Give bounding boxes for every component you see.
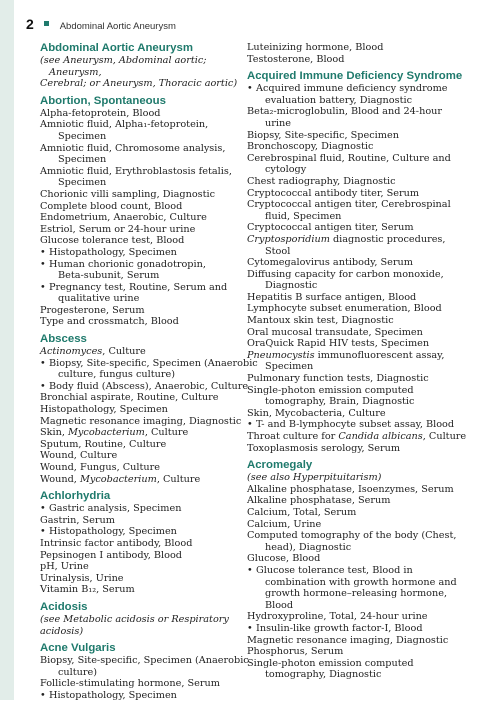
section-heading: Acne Vulgaris bbox=[40, 642, 116, 655]
bullet-icon: • bbox=[247, 83, 253, 95]
entry-continuation bbox=[247, 600, 469, 612]
list-entry: Hydroxyproline, Total, 24-hour urine bbox=[247, 611, 428, 623]
list-entry: Alpha-fetoprotein, Blood bbox=[40, 107, 161, 119]
cross-reference-note: Cerebral; or Aneurysm, Thoracic aortic) bbox=[40, 78, 238, 90]
list-entry: Chest radiography, Diagnostic bbox=[247, 175, 396, 187]
list-entry: pH, Urine bbox=[40, 561, 89, 573]
bullet-icon: • bbox=[247, 564, 253, 576]
entry-text: Gastric analysis, Specimen bbox=[49, 503, 182, 515]
list-entry: Beta₂-microglobulin, Blood and 24-hour bbox=[247, 106, 443, 118]
list-entry: Amniotic fluid, Erythroblastosis fetalis, bbox=[40, 165, 232, 177]
list-entry bbox=[40, 474, 246, 486]
entry-continuation bbox=[40, 131, 246, 143]
organism-name: Mycobacterium bbox=[68, 427, 145, 439]
bullet-icon: • bbox=[40, 258, 46, 270]
entry-text: fluid, Specimen bbox=[265, 210, 342, 222]
list-entry: Intrinsic factor antibody, Blood bbox=[40, 537, 193, 549]
list-entry: Cryptococcal antibody titer, Serum bbox=[247, 187, 420, 199]
entry-text: , Culture bbox=[144, 427, 189, 439]
entry-text: tomography, Diagnostic bbox=[265, 669, 382, 681]
list-entry: Cytomegalovirus antibody, Serum bbox=[247, 257, 413, 269]
entry-text: diagnostic procedures, bbox=[329, 233, 446, 245]
section-heading: Abortion, Spontaneous bbox=[40, 94, 166, 107]
list-entry: Estriol, Serum or 24-hour urine bbox=[40, 223, 196, 235]
list-entry: Magnetic resonance imaging, Diagnostic bbox=[40, 415, 242, 427]
list-entry: Diffusing capacity for carbon monoxide, bbox=[247, 268, 444, 280]
entry-continuation bbox=[247, 588, 469, 600]
list-entry: Cryptococcal antigen titer, Cerebrospinal bbox=[247, 199, 451, 211]
bullet-icon: • bbox=[40, 246, 46, 258]
bullet-icon: • bbox=[40, 357, 46, 369]
header-square-icon bbox=[44, 21, 49, 26]
list-entry: Toxoplasmosis serology, Serum bbox=[247, 442, 401, 454]
list-entry: Progesterone, Serum bbox=[40, 304, 145, 316]
list-entry: Single-photon emission computed bbox=[247, 657, 414, 669]
section-heading: Acidosis bbox=[40, 600, 88, 613]
list-entry bbox=[247, 234, 469, 246]
entry-continuation bbox=[247, 361, 469, 373]
bullet-icon: • bbox=[247, 622, 253, 634]
entry-text: Skin, bbox=[40, 427, 69, 439]
bulleted-entry bbox=[40, 357, 258, 370]
list-entry: Skin, Mycobacteria, Culture bbox=[247, 407, 386, 419]
entry-text: Histopathology, Specimen bbox=[49, 689, 177, 701]
list-entry: Bronchoscopy, Diagnostic bbox=[247, 141, 374, 153]
entry-continuation bbox=[247, 396, 469, 408]
entry-continuation bbox=[247, 542, 469, 554]
entry-text: Throat culture for bbox=[247, 431, 339, 442]
page-number: 2 bbox=[26, 16, 34, 32]
entry-text: , Culture bbox=[156, 473, 201, 485]
entry-text: Specimen bbox=[58, 154, 107, 166]
list-entry: Glucose, Blood bbox=[247, 553, 321, 565]
entry-text: Human chorionic gonadotropin, bbox=[49, 258, 206, 270]
bullet-icon: • bbox=[247, 419, 253, 431]
entry-text: Body fluid (Abscess), Anaerobic, Culture bbox=[49, 380, 249, 392]
entry-text: Acquired immune deficiency syndrome bbox=[256, 83, 448, 95]
section-heading: Acquired Immune Deficiency Syndrome bbox=[247, 70, 463, 83]
entry-text: evaluation battery, Diagnostic bbox=[265, 94, 413, 106]
cross-reference-note: acidosis) bbox=[40, 625, 84, 637]
list-entry: Amniotic fluid, Alpha₁-fetoprotein, bbox=[40, 119, 209, 131]
bulleted-entry bbox=[247, 623, 469, 635]
entry-text: culture) bbox=[58, 666, 98, 678]
entry-continuation bbox=[40, 154, 246, 166]
entry-text: Insulin-like growth factor-I, Blood bbox=[256, 622, 423, 634]
list-entry: Histopathology, Specimen bbox=[40, 404, 168, 416]
bulleted-entry bbox=[40, 282, 246, 294]
bullet-icon: • bbox=[40, 503, 46, 515]
entry-continuation bbox=[247, 164, 469, 176]
list-entry: Hepatitis B surface antigen, Blood bbox=[247, 291, 417, 303]
bullet-icon: • bbox=[40, 380, 46, 392]
entry-continuation bbox=[247, 118, 469, 130]
list-entry bbox=[247, 431, 469, 443]
entry-text: Stool bbox=[265, 245, 291, 257]
entry-text: Histopathology, Specimen bbox=[49, 246, 177, 258]
bulleted-entry bbox=[40, 380, 249, 393]
list-entry: Wound, Fungus, Culture bbox=[40, 462, 160, 473]
entry-continuation bbox=[247, 211, 469, 223]
list-entry: Cerebrospinal fluid, Routine, Culture and bbox=[247, 152, 451, 164]
bullet-icon: • bbox=[40, 689, 46, 701]
bulleted-entry bbox=[40, 503, 246, 515]
list-entry: Biopsy, Site-specific, Specimen (Anaerobic bbox=[40, 655, 249, 667]
entry-text: Blood bbox=[265, 599, 294, 611]
list-entry: Vitamin B₁₂, Serum bbox=[40, 584, 135, 596]
list-entry bbox=[40, 346, 246, 358]
entry-text: Beta-subunit, Serum bbox=[58, 270, 160, 282]
list-entry: Lymphocyte subset enumeration, Blood bbox=[247, 303, 442, 315]
list-entry: Sputum, Routine, Culture bbox=[40, 438, 167, 450]
entry-text: Pregnancy test, Routine, Serum and bbox=[49, 281, 228, 293]
section-heading: Achlorhydria bbox=[40, 490, 111, 503]
entry-text: head), Diagnostic bbox=[265, 541, 352, 553]
bulleted-entry bbox=[247, 83, 469, 95]
list-entry: Pulmonary function tests, Diagnostic bbox=[247, 373, 429, 385]
list-entry: Endometrium, Anaerobic, Culture bbox=[40, 212, 207, 224]
entry-continuation bbox=[40, 369, 246, 381]
list-entry bbox=[247, 350, 469, 362]
list-entry: Glucose tolerance test, Blood bbox=[40, 235, 185, 247]
organism-name: Mycobacterium bbox=[79, 473, 157, 485]
list-entry: Cryptococcal antigen titer, Serum bbox=[247, 222, 414, 234]
bulleted-entry bbox=[247, 419, 469, 431]
entry-text: T- and B-lymphocyte subset assay, Blood bbox=[256, 419, 455, 431]
entry-continuation bbox=[247, 577, 469, 589]
entry-text: , Culture bbox=[422, 431, 467, 442]
entry-text: immunofluorescent assay, bbox=[314, 349, 445, 361]
entry-continuation bbox=[40, 270, 246, 282]
entry-continuation bbox=[247, 669, 469, 681]
organism-name: Candida albicans bbox=[338, 431, 423, 442]
bullet-icon: • bbox=[40, 281, 46, 293]
entry-text: combination with growth hormone and bbox=[265, 576, 457, 588]
entry-text: Glucose tolerance test, Blood in bbox=[256, 564, 413, 576]
entry-text: growth hormone–releasing hormone, bbox=[265, 588, 448, 600]
list-entry: Calcium, Total, Serum bbox=[247, 506, 357, 518]
entry-continuation bbox=[247, 280, 469, 292]
list-entry: Mantoux skin test, Diagnostic bbox=[247, 315, 394, 327]
list-entry bbox=[40, 427, 246, 439]
cross-reference-note: (see Metabolic acidosis or Respiratory bbox=[40, 613, 229, 625]
entry-text: culture, fungus culture) bbox=[58, 369, 176, 381]
bulleted-entry bbox=[40, 526, 246, 538]
list-entry: Biopsy, Site-specific, Specimen bbox=[247, 129, 399, 141]
list-entry: Alkaline phosphatase, Isoenzymes, Serum bbox=[247, 483, 454, 495]
entry-text: Biopsy, Site-specific, Specimen (Anaerobic bbox=[49, 357, 258, 369]
list-entry: Luteinizing hormone, Blood bbox=[247, 42, 384, 53]
entry-continuation bbox=[40, 293, 246, 305]
entry-text: , Culture bbox=[102, 346, 146, 358]
section-heading: Abdominal Aortic Aneurysm bbox=[40, 42, 193, 54]
bullet-icon: • bbox=[40, 526, 46, 538]
entry-text: Diagnostic bbox=[265, 280, 318, 292]
list-entry: Bronchial aspirate, Routine, Culture bbox=[40, 392, 219, 404]
entry-continuation bbox=[247, 246, 469, 258]
list-entry: Pepsinogen I antibody, Blood bbox=[40, 549, 182, 561]
bulleted-entry bbox=[40, 247, 246, 259]
entry-text: Specimen bbox=[58, 130, 107, 142]
organism-name: Cryptosporidium bbox=[247, 233, 330, 245]
list-entry: OraQuick Rapid HIV tests, Specimen bbox=[247, 338, 430, 350]
entry-text: urine bbox=[265, 117, 291, 129]
left-column bbox=[40, 42, 258, 702]
list-entry: Oral mucosal transudate, Specimen bbox=[247, 326, 423, 338]
entry-continuation bbox=[40, 667, 246, 679]
section-heading: Acromegaly bbox=[247, 459, 313, 472]
section-heading: Abscess bbox=[40, 333, 87, 346]
list-entry: Follicle-stimulating hormone, Serum bbox=[40, 678, 220, 690]
cross-reference-note: (see also Hyperpituitarism) bbox=[247, 472, 382, 484]
list-entry: Calcium, Urine bbox=[247, 518, 322, 530]
entry-text: Specimen bbox=[58, 177, 107, 189]
bulleted-entry bbox=[247, 565, 469, 577]
side-color-strip bbox=[0, 0, 14, 700]
list-entry: Chorionic villi sampling, Diagnostic bbox=[40, 188, 216, 200]
entry-continuation bbox=[40, 177, 246, 189]
entry-text: Wound, bbox=[40, 473, 80, 485]
entry-continuation bbox=[247, 95, 469, 107]
list-entry: Testosterone, Blood bbox=[247, 53, 345, 65]
entry-text: Specimen bbox=[265, 361, 314, 373]
list-entry: Gastrin, Serum bbox=[40, 514, 115, 526]
entry-text: Histopathology, Specimen bbox=[49, 526, 177, 538]
organism-name: Actinomyces bbox=[40, 346, 103, 358]
list-entry: Alkaline phosphatase, Serum bbox=[247, 495, 391, 507]
list-entry: Magnetic resonance imaging, Diagnostic bbox=[247, 634, 449, 646]
list-entry: Amniotic fluid, Chromosome analysis, bbox=[40, 142, 226, 154]
right-column bbox=[247, 42, 469, 681]
entry-text: qualitative urine bbox=[58, 293, 140, 305]
list-entry: Phosphorus, Serum bbox=[247, 646, 344, 658]
running-head-title: Abdominal Aortic Aneurysm bbox=[59, 21, 176, 32]
organism-name: Pneumocystis bbox=[247, 349, 315, 361]
list-entry: Computed tomography of the body (Chest, bbox=[247, 530, 457, 542]
entry-text: tomography, Brain, Diagnostic bbox=[265, 396, 415, 408]
list-entry: Wound, Culture bbox=[40, 450, 118, 462]
list-entry: Complete blood count, Blood bbox=[40, 200, 183, 212]
list-entry: Urinalysis, Urine bbox=[40, 572, 124, 584]
list-entry: Type and crossmatch, Blood bbox=[40, 316, 179, 328]
page-header bbox=[26, 16, 176, 34]
cross-reference-note: (see Aneurysm, Abdominal aortic; Aneurysm, bbox=[40, 55, 207, 78]
list-entry: Single-photon emission computed bbox=[247, 384, 414, 396]
entry-text: cytology bbox=[265, 164, 307, 176]
bulleted-entry bbox=[40, 259, 246, 271]
